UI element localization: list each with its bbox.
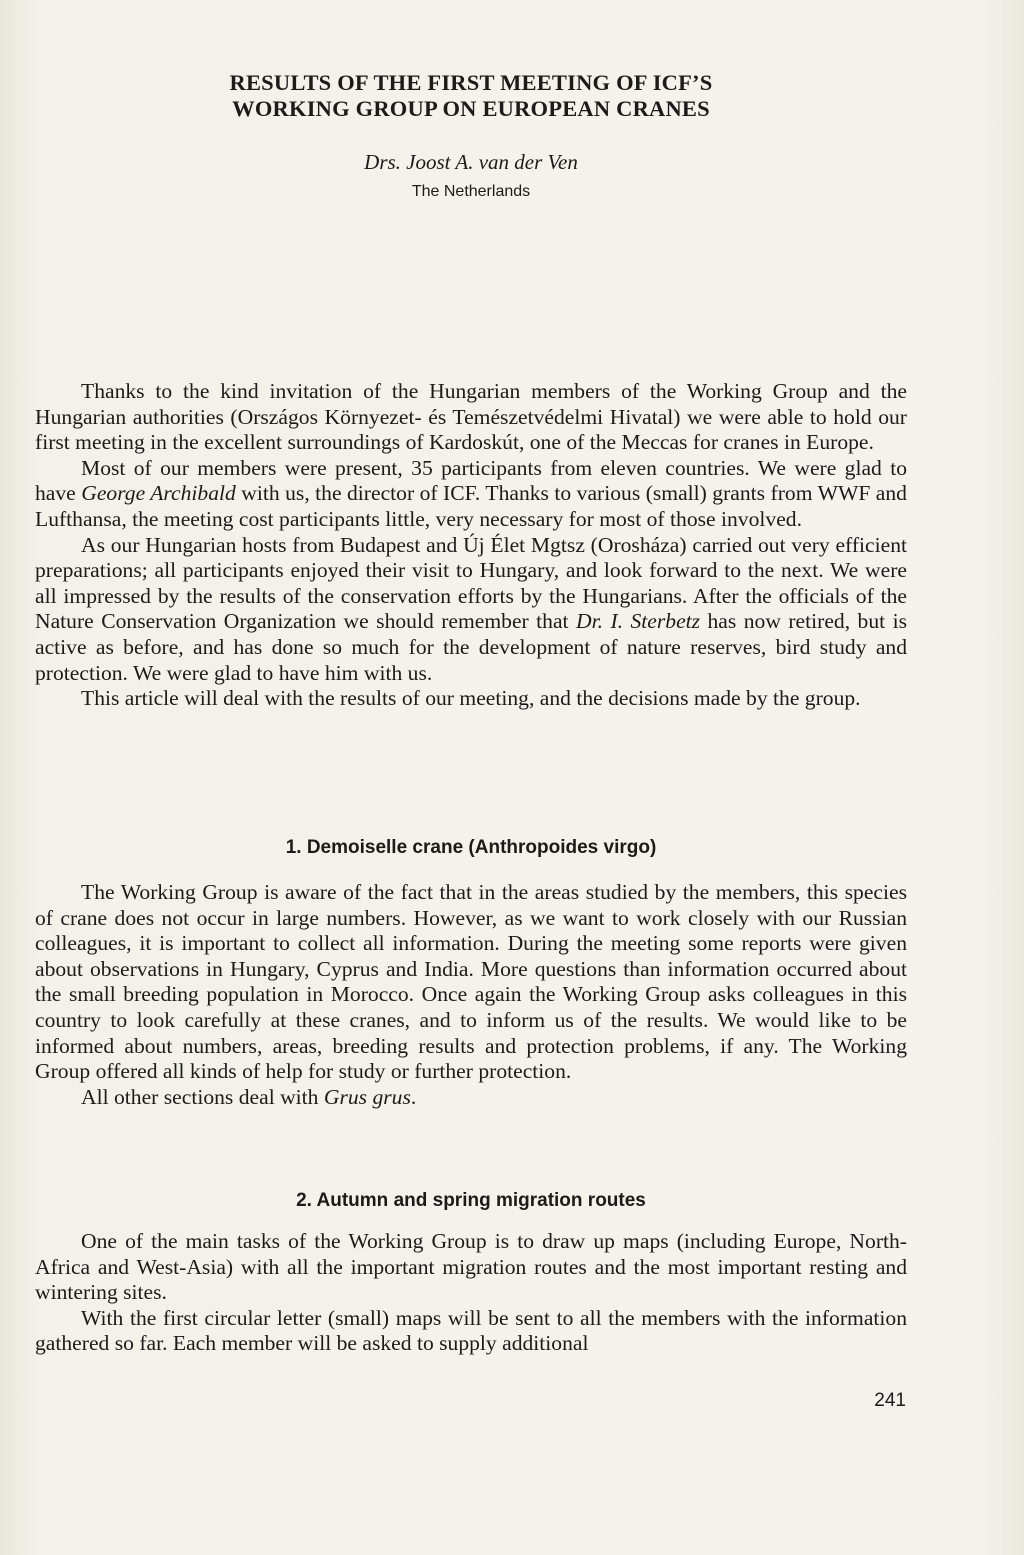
author-affiliation: The Netherlands xyxy=(411,183,531,200)
intro-paragraph-3-text-b: has now retired, but is active as before, and has done so much for the development of nature reserves, bird study and protection. We were glad to have him with us. xyxy=(35,609,907,685)
section-2-paragraph-2: With the first circular letter (small) maps will be sent to all the members with the information gathered so far. Each member will be asked to supply additional xyxy=(35,1305,907,1356)
section-1-paragraph-2 xyxy=(35,1085,907,1111)
intro-paragraph-4: This article will deal with the results of our meeting, and the decisions made by the group. xyxy=(81,686,861,711)
section-2-body xyxy=(35,1229,907,1357)
intro-paragraph-3 xyxy=(35,533,907,687)
title-line-1: RESULTS OF THE FIRST MEETING OF ICF’S xyxy=(229,70,713,95)
intro-paragraph-2-text-a: Most of our members were present, 35 participants from eleven countries. We were glad to have xyxy=(35,455,907,506)
species-name-grus-grus: Grus grus xyxy=(323,1084,411,1109)
section-1-paragraph-1: The Working Group is aware of the fact that in the areas studied by the members, this species of crane does not occur in large numbers. However, as we want to work closely with our Russian colleagues, it is important to collect all information. During the meeting some reports were given about observations in Hungary, Cyprus and India. More questions than information occurred about the small breeding population in Morocco. Once again the Working Group asks colleagues in this country to look carefully at these cranes, and to inform us of the results. We would like to be informed about numbers, areas, breeding results and protection problems, if any. The Working Group offered all kinds of help for study or further protection. xyxy=(35,880,907,1084)
article-title xyxy=(35,70,907,122)
section-1-heading: 1. Demoiselle crane (Anthropoides virgo) xyxy=(285,836,657,859)
intro-paragraph-3-text-a: As our Hungarian hosts from Budapest and Új Élet Mgtsz (Orosháza) carried out very efficient preparations; all participants enjoyed their visit to Hungary, and look forward to the next. We were all impressed by the results of the conservation efforts by the Hungarians. After the officials of the Nature Conservation Organization we should remember that xyxy=(35,532,907,634)
section-1-paragraph-2-text-b: . xyxy=(410,1084,417,1109)
section-2-paragraph-1: One of the main tasks of the Working Group is to draw up maps (including Europe, North-Africa and West-Asia) with all the important migration routes and the most important resting and wintering sites. xyxy=(35,1229,907,1305)
person-name-sterbetz: Dr. I. Sterbetz xyxy=(576,609,701,634)
intro-section xyxy=(35,379,907,712)
person-name-archibald: George Archibald xyxy=(81,481,236,506)
title-line-2: WORKING GROUP ON EUROPEAN CRANES xyxy=(232,96,710,121)
intro-paragraph-2 xyxy=(35,456,907,533)
author-name: Drs. Joost A. van der Ven xyxy=(364,150,578,174)
page-number: 241 xyxy=(874,1390,906,1411)
section-1-body xyxy=(35,880,907,1110)
intro-paragraph-2-text-b: with us, the director of ICF. Thanks to various (small) grants from WWF and Lufthansa, the meeting cost participants little, very necessary for most of those involved. xyxy=(35,481,907,531)
intro-paragraph-1: Thanks to the kind invitation of the Hungarian members of the Working Group and the Hungarian authorities (Országos Környezet- és Temészetvédelmi Hivatal) we were able to hold our first meeting in the excellent surroundings of Kardoskút, one of the Meccas for cranes in Europe. xyxy=(35,379,907,455)
section-1-paragraph-2-text-a: All other sections deal with xyxy=(81,1084,324,1109)
section-2-heading: 2. Autumn and spring migration routes xyxy=(296,1189,646,1212)
